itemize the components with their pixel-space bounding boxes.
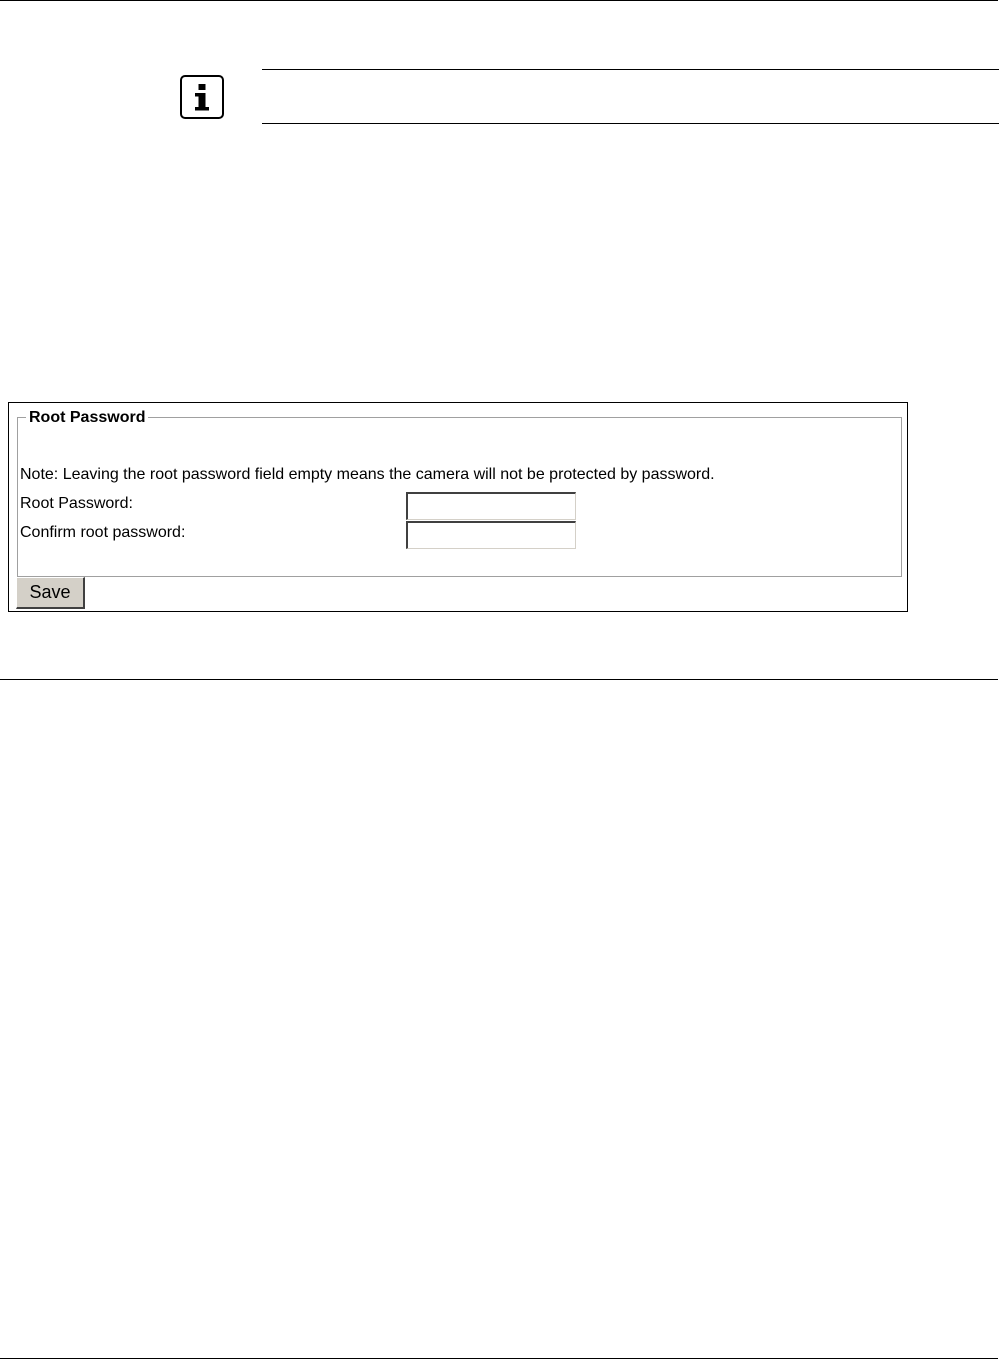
- section-rule: [0, 679, 998, 680]
- note-rule-upper: [262, 69, 999, 70]
- note-rule-lower: [262, 123, 999, 124]
- confirm-password-input[interactable]: [406, 521, 576, 549]
- top-rule: [0, 0, 998, 1]
- info-icon: [180, 75, 224, 119]
- confirm-password-label: Confirm root password:: [20, 524, 186, 541]
- root-password-label: Root Password:: [20, 495, 133, 512]
- root-password-screenshot: [8, 402, 908, 612]
- bottom-rule: [0, 1358, 998, 1359]
- password-note: Note: Leaving the root password field empty means the camera will not be protected by password.: [20, 466, 715, 483]
- root-password-input[interactable]: [406, 492, 576, 520]
- save-button[interactable]: Save: [16, 577, 85, 609]
- fieldset-legend: Root Password: [26, 408, 148, 428]
